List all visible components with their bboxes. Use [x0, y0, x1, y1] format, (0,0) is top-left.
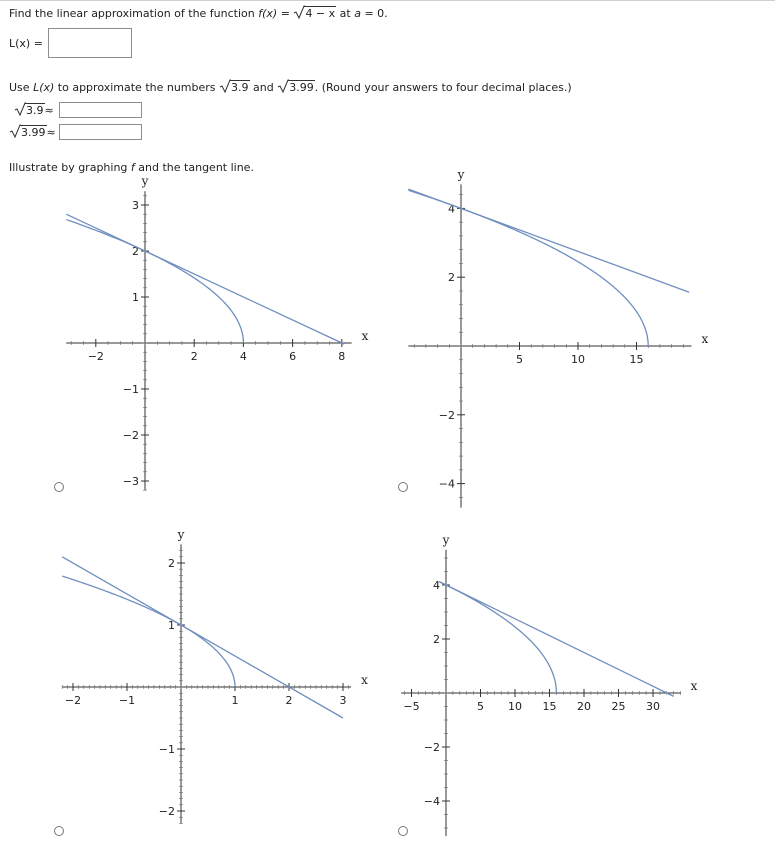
x-tick-label: 5 [477, 700, 484, 713]
radio-graph-4[interactable] [398, 826, 408, 836]
graph-option-1 [40, 174, 375, 498]
y-tick-label: −3 [122, 475, 139, 488]
function-curve [62, 576, 235, 687]
radical-sign-icon [9, 123, 21, 139]
x-tick-label: 25 [611, 700, 626, 713]
function-curve [66, 220, 243, 343]
radical-sign-icon [219, 78, 231, 94]
y-tick-label: −4 [423, 795, 440, 808]
use-text [9, 81, 572, 94]
x-axis-name: x [690, 679, 698, 693]
tangent-line [66, 214, 344, 344]
radical-num2: 3.99 [277, 81, 315, 94]
use-prefix: Use [9, 81, 30, 94]
y-axis-name: y [141, 174, 149, 189]
x-tick-label: 2 [190, 350, 198, 363]
y-tick-label: −2 [438, 408, 455, 422]
x-tick-label: 2 [285, 694, 293, 707]
x-tick-label: 30 [646, 700, 660, 713]
radical-num1: 3.9 [219, 81, 250, 94]
x-tick-label: 4 [239, 350, 247, 363]
x-tick-label: 10 [508, 700, 522, 713]
x-tick-label: 6 [289, 350, 297, 363]
x-tick-label: −5 [403, 700, 420, 713]
question-text [9, 7, 388, 20]
graph-option-2 [398, 167, 733, 498]
y-tick-label: 1 [132, 291, 139, 304]
x-tick-label: 10 [571, 353, 585, 366]
approx-label-1: 3.9≈ [14, 104, 54, 117]
lx-label: L(x) = [9, 37, 43, 50]
radicand: 4 − x [305, 7, 336, 20]
graph-option-4 [398, 525, 733, 844]
x-tick-label: 3 [339, 694, 347, 707]
y-tick-label: −2 [122, 429, 139, 442]
radical-sign-icon [277, 78, 289, 94]
x-tick-label: 8 [338, 350, 346, 363]
approx-input-2[interactable] [59, 124, 142, 140]
radio-graph-3[interactable] [54, 826, 64, 836]
use-middle: to approximate the numbers [57, 81, 216, 94]
y-axis-name: y [177, 527, 185, 542]
function-curve [408, 190, 648, 346]
y-tick-label: 2 [168, 557, 175, 570]
approx-input-1[interactable] [59, 102, 142, 118]
y-tick-label: 1 [168, 619, 175, 632]
tangent-line [62, 557, 343, 718]
x-axis-name: x [361, 329, 369, 343]
y-tick-label: 4 [448, 202, 455, 216]
top-border [0, 0, 775, 1]
radio-graph-2[interactable] [398, 482, 408, 492]
y-tick-label: −1 [158, 743, 175, 756]
at-value: = 0. [364, 7, 388, 20]
x-tick-label: −2 [64, 694, 82, 707]
y-tick-label: 2 [433, 633, 440, 646]
x-axis-name: x [361, 673, 368, 687]
radical-sign-icon [14, 101, 26, 117]
y-tick-label: −2 [158, 805, 175, 818]
fx-label: f(x) = [258, 7, 290, 20]
use-lx: L(x) [33, 81, 55, 94]
x-tick-label: 20 [577, 700, 591, 713]
tangent-line [439, 582, 674, 697]
function-curve [439, 582, 556, 693]
x-tick-label: −1 [118, 694, 136, 707]
y-axis-name: y [457, 167, 465, 182]
y-tick-label: 2 [448, 271, 455, 285]
y-tick-label: −4 [438, 477, 455, 491]
y-tick-label: −1 [122, 383, 139, 396]
x-tick-label: 5 [516, 353, 523, 366]
illustrate-text: Illustrate by graphing f and the tangent line. [9, 161, 254, 174]
y-tick-label: 4 [433, 579, 440, 592]
x-tick-label: 15 [629, 353, 644, 366]
x-axis-name: x [701, 332, 709, 346]
y-tick-label: 3 [132, 199, 139, 212]
x-tick-label: −2 [87, 350, 104, 363]
x-tick-label: 1 [231, 694, 239, 707]
use-suffix: . (Round your answers to four decimal places.) [314, 81, 572, 94]
y-tick-label: −2 [423, 741, 440, 754]
intro-text: Find the linear approximation of the function [9, 7, 255, 20]
radio-graph-1[interactable] [54, 482, 64, 492]
approx-label-2: 3.99≈ [9, 126, 56, 139]
radical-expression [293, 7, 336, 20]
y-tick-label: 2 [132, 245, 139, 258]
at-var: a [354, 7, 361, 20]
at-text: at [339, 7, 351, 20]
use-and: and [253, 81, 274, 94]
radical-sign-icon [293, 4, 305, 20]
graph-option-3 [40, 525, 375, 844]
y-axis-name: y [442, 532, 450, 547]
lx-input[interactable] [48, 28, 132, 58]
x-tick-label: 15 [542, 700, 557, 713]
